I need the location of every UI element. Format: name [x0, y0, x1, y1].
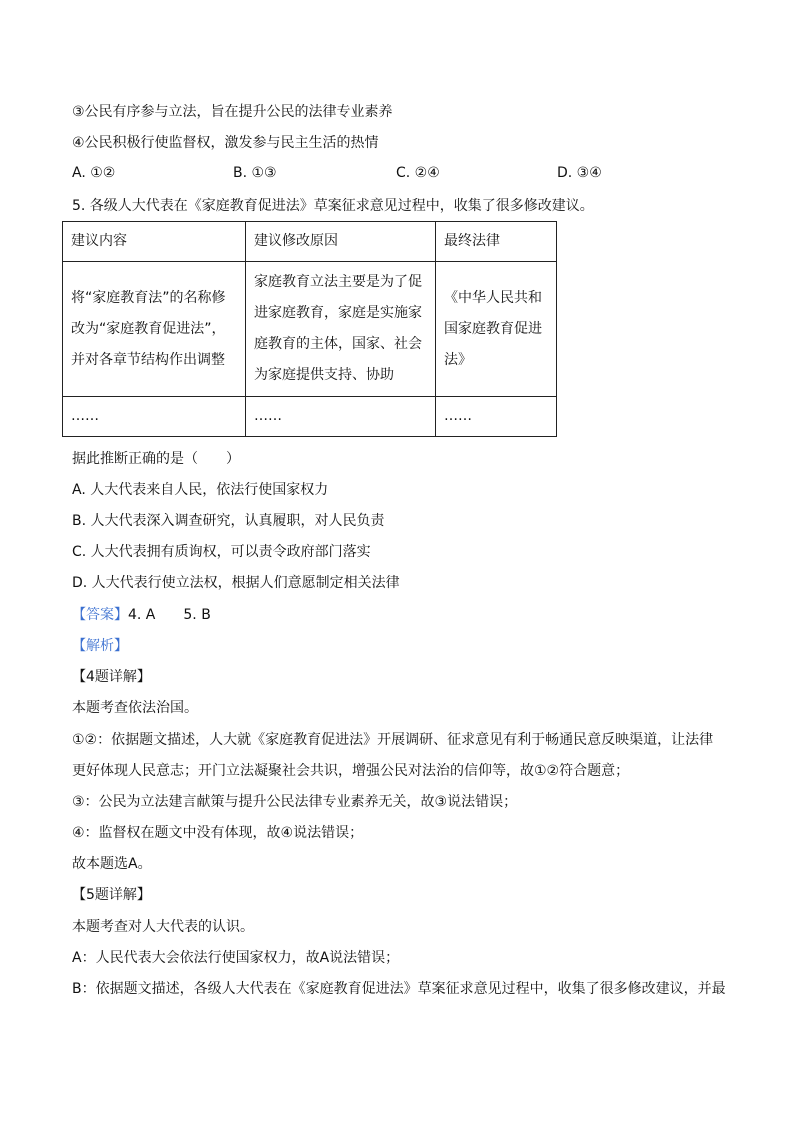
q4-detail-line: 更好体现人民意志；开门立法凝聚社会共识，增强公民对法治的信仰等，故①②符合题意；	[72, 763, 630, 779]
table-header-cell: 建议修改原因	[246, 222, 436, 262]
answer-line	[72, 606, 211, 624]
table-row	[63, 262, 557, 397]
q5-detail-line: A：人民代表大会依法行使国家权力，故A说法错误；	[72, 950, 400, 966]
q5-option-a: A. 人大代表来自人民，依法行使国家权力	[72, 482, 329, 498]
q4-option-c: C. ②④	[396, 165, 440, 181]
q5-question: 据此推断正确的是（ ）	[72, 451, 240, 467]
q5-detail-line: 本题考查对人大代表的认识。	[72, 919, 254, 935]
q4-detail-heading: 【4题详解】	[72, 669, 151, 685]
table-cell: ……	[436, 397, 557, 437]
q5-option-c: C. 人大代表拥有质询权，可以责令政府部门落实	[72, 544, 371, 560]
table-cell: ……	[246, 397, 436, 437]
q4-item-3: ③公民有序参与立法，旨在提升公民的法律专业素养	[72, 104, 393, 120]
q5-detail-line: B：依据题文描述，各级人大代表在《家庭教育促进法》草案征求意见过程中，收集了很多修改建议，并最	[72, 981, 726, 997]
q5-option-d: D. 人大代表行使立法权，根据人们意愿制定相关法律	[72, 575, 400, 591]
q4-option-a: A. ①②	[72, 165, 116, 181]
q4-option-b: B. ①③	[233, 165, 277, 181]
answer-text: 4. A 5. B	[128, 607, 211, 623]
q4-detail-line: ④：监督权在题文中没有体现，故④说法错误；	[72, 825, 364, 841]
q4-detail-line: ①②：依据题文描述，人大就《家庭教育促进法》开展调研、征求意见有利于畅通民意反映渠道，让法律	[72, 732, 714, 748]
table-header-cell: 建议内容	[63, 222, 246, 262]
q4-detail-line: 本题考查依法治国。	[72, 700, 198, 716]
q4-option-d: D. ③④	[557, 165, 602, 181]
suggestion-table	[62, 221, 557, 437]
table-header-row	[63, 222, 557, 262]
q5-stem: 5. 各级人大代表在《家庭教育促进法》草案征求意见过程中，收集了很多修改建议。	[72, 198, 594, 214]
table-cell: 《中华人民共和 国家庭教育促进 法》	[436, 262, 557, 397]
answer-tag: 【答案】	[72, 607, 128, 623]
q4-item-4: ④公民积极行使监督权，激发参与民主生活的热情	[72, 135, 379, 151]
q5-detail-heading: 【5题详解】	[72, 887, 151, 903]
table-cell: 家庭教育立法主要是为了促 进家庭教育，家庭是实施家 庭教育的主体，国家、社会 为家庭提供支持、协助	[246, 262, 436, 397]
q4-detail-line: 故本题选A。	[72, 856, 152, 872]
table-cell: ……	[63, 397, 246, 437]
table-cell: 将“家庭教育法”的名称修 改为“家庭教育促进法”， 并对各章节结构作出调整	[63, 262, 246, 397]
analysis-tag: 【解析】	[72, 638, 128, 654]
table-row	[63, 397, 557, 437]
q5-option-b: B. 人大代表深入调查研究，认真履职，对人民负责	[72, 513, 385, 529]
q4-detail-line: ③：公民为立法建言献策与提升公民法律专业素养无关，故③说法错误；	[72, 794, 518, 810]
table-header-cell: 最终法律	[436, 222, 557, 262]
